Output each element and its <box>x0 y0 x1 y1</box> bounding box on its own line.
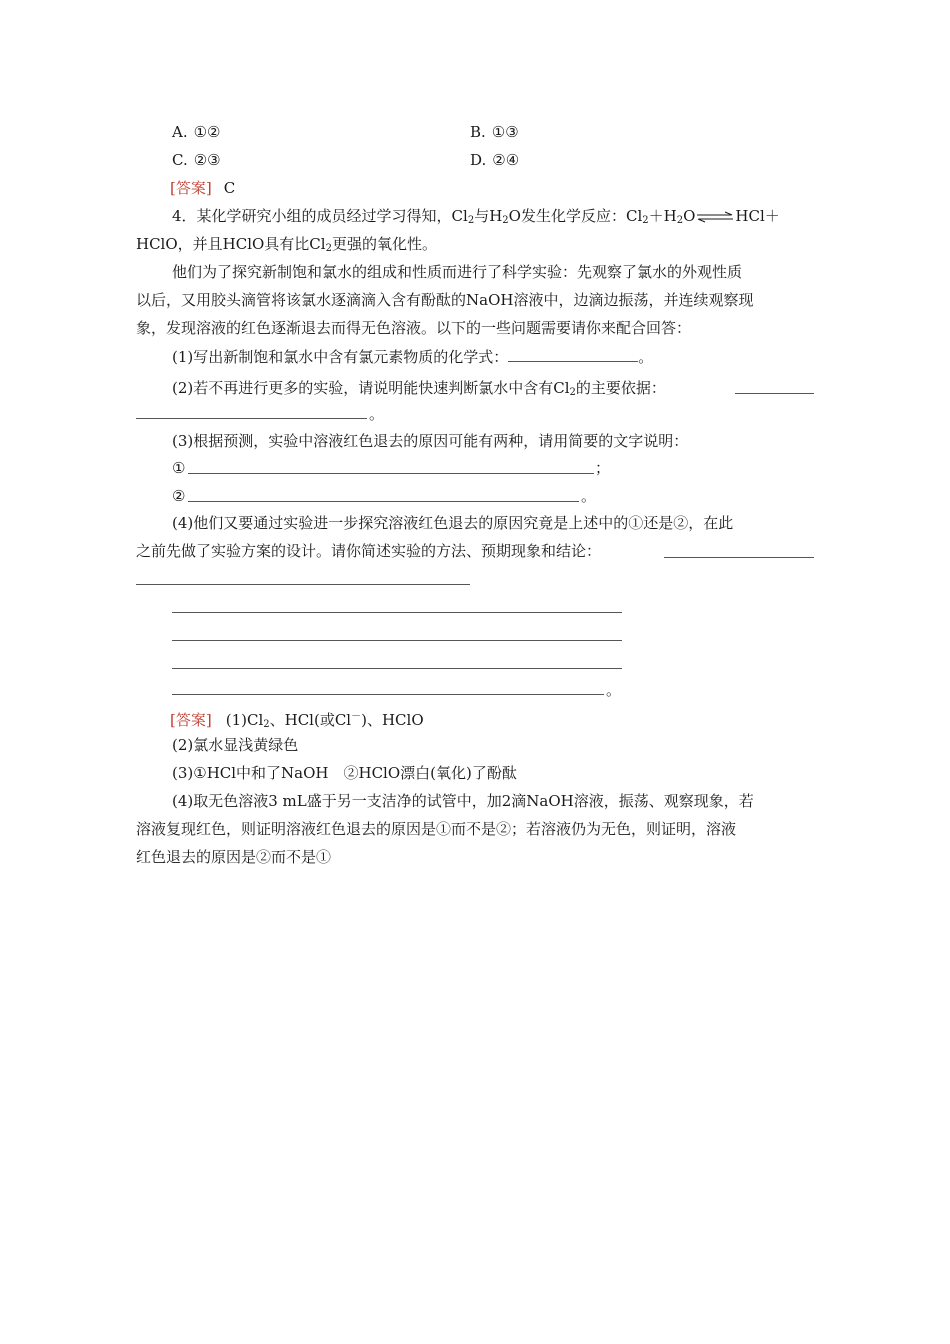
answer-blank[interactable] <box>172 640 622 641</box>
answer-blank[interactable] <box>664 557 814 558</box>
paragraph-line: 他们为了探究新制饱和氯水的组成和性质而进行了科学实验：先观察了氯水的外观性质 <box>172 263 743 281</box>
sub-question-4: (4)他们又要通过实验进一步探究溶液红色退去的原因究竟是上述中的①还是②，在此 <box>172 514 734 532</box>
option-b <box>470 122 519 142</box>
sub-question-2: (2)若不再进行更多的实验，请说明能快速判断氯水中含有$Cl_2$的主要依据： <box>172 379 666 398</box>
sub-question-3: (3)根据预测，实验中溶液红色退去的原因可能有两种，请用简要的文字说明： <box>172 432 689 450</box>
option-text: ①② <box>193 123 221 141</box>
answer-value: C <box>223 179 236 197</box>
answer-4-line-2: (2)氯水显浅黄绿色 <box>172 736 299 754</box>
answer-4-line-6: 红色退去的原因是②而不是① <box>136 848 332 866</box>
answer-blank[interactable] <box>508 347 638 362</box>
sub-question-1: (1)写出新制饱和氯水中含有氯元素物质的化学式： 。 <box>172 348 654 366</box>
answer-3 <box>170 178 235 198</box>
option-letter: A. <box>172 123 188 141</box>
option-text: ①③ <box>491 123 519 141</box>
option-c <box>172 150 221 170</box>
answer-4-line-1: [答案] $(1)Cl_2$、HCl(或Cl－)、HClO <box>170 711 424 730</box>
answer-blank[interactable] <box>172 668 622 669</box>
question-4-stem: 4．某化学研究小组的成员经过学习得知，$Cl_2$与$H_2O$发生化学反应：$Cl_2+H_2O$ HCl＋ <box>172 207 780 226</box>
paragraph-line: 象，发现溶液的红色逐渐退去而得无色溶液。以下的一些问题需要请你来配合回答： <box>136 319 692 337</box>
answer-tag: [答案] <box>170 711 212 729</box>
option-letter: B. <box>470 123 486 141</box>
option-letter: D. <box>470 151 487 169</box>
document-page: A. ①② B. ①③ C. ②③ D. ②④ [答案] C 4．某化学研究小组的成员经过学习得知，$Cl_2$与$H_2O$发生化学反应：$Cl_2+H_2O$ HCl＋ HClO，并且HClO具有比$Cl_2$更强的氧化性。 他们为了探究新制饱和氯水的组成和性质而进行了科学实验：先观察了氯水的外观性质 以后，又用胶头滴管将该氯水逐滴滴入含有酚酞的NaOH溶液中，边滴边振荡，并连续观察现 象，发现溶液的红色逐渐退去而得无色溶液。以下的一些问题需要请你来配合回答： (1)写出新制饱和氯水中含有氯元素物质的化学式： 。 (2)若不再进行更多的实验，请说明能快速判断氯水中含有$Cl_2$的主要依据： 。 (3)根据预测，实验中溶液红色退去的原因可能有两种，请用简要的文字说明： ① ； ② 。 (4)他们又要通过实验进一步探究溶液红色退去的原因究竟是上述中的①还是②，在此 之前先做了实验方案的设计。请你简述实验的方法、预期现象和结论： 。 [答案] $(1)Cl_2$、HCl(或Cl－)、HClO (2)氯水显浅黄绿色 (3)①HCl中和了NaOH ②HClO漂白(氧化)了酚酞 (4)取无色溶液3 mL盛于另一支洁净的试管中，加2滴NaOH溶液，振荡、观察现象，若 溶液复现红色，则证明溶液红色退去的原因是①而不是②；若溶液仍为无色，则证明，溶液 红色退去的原因是②而不是① <box>0 0 950 1344</box>
sub-question-4-line-2: 之前先做了实验方案的设计。请你简述实验的方法、预期现象和结论： <box>136 542 602 560</box>
option-text: ②④ <box>492 151 520 169</box>
equilibrium-arrow-icon <box>695 211 735 223</box>
sub-question-3-item-2: ② <box>172 487 186 505</box>
answer-4-line-4: (4)取无色溶液3 mL盛于另一支洁净的试管中，加2滴NaOH溶液，振荡、观察现象，若 <box>172 792 754 810</box>
answer-4-line-5: 溶液复现红色，则证明溶液红色退去的原因是①而不是②；若溶液仍为无色，则证明，溶液 <box>136 820 737 838</box>
sub-question-3-item-1: ① <box>172 459 186 477</box>
option-letter: C. <box>172 151 188 169</box>
question-4-stem-2: HClO，并且HClO具有比$Cl_2$更强的氧化性。 <box>136 235 437 254</box>
answer-4-line-3: (3)①HCl中和了NaOH ②HClO漂白(氧化)了酚酞 <box>172 764 517 782</box>
paragraph-line: 以后，又用胶头滴管将该氯水逐滴滴入含有酚酞的NaOH溶液中，边滴边振荡，并连续观察现 <box>136 291 754 309</box>
answer-blank[interactable] <box>172 612 622 613</box>
answer-blank[interactable] <box>136 584 470 585</box>
answer-tag: [答案] <box>170 179 212 197</box>
option-a <box>172 122 221 142</box>
answer-blank[interactable] <box>172 694 604 695</box>
option-text: ②③ <box>193 151 221 169</box>
answer-blank[interactable] <box>188 473 594 474</box>
answer-blank[interactable] <box>188 501 579 502</box>
option-d <box>470 150 519 170</box>
answer-blank[interactable] <box>735 393 814 394</box>
answer-blank[interactable] <box>136 418 367 419</box>
